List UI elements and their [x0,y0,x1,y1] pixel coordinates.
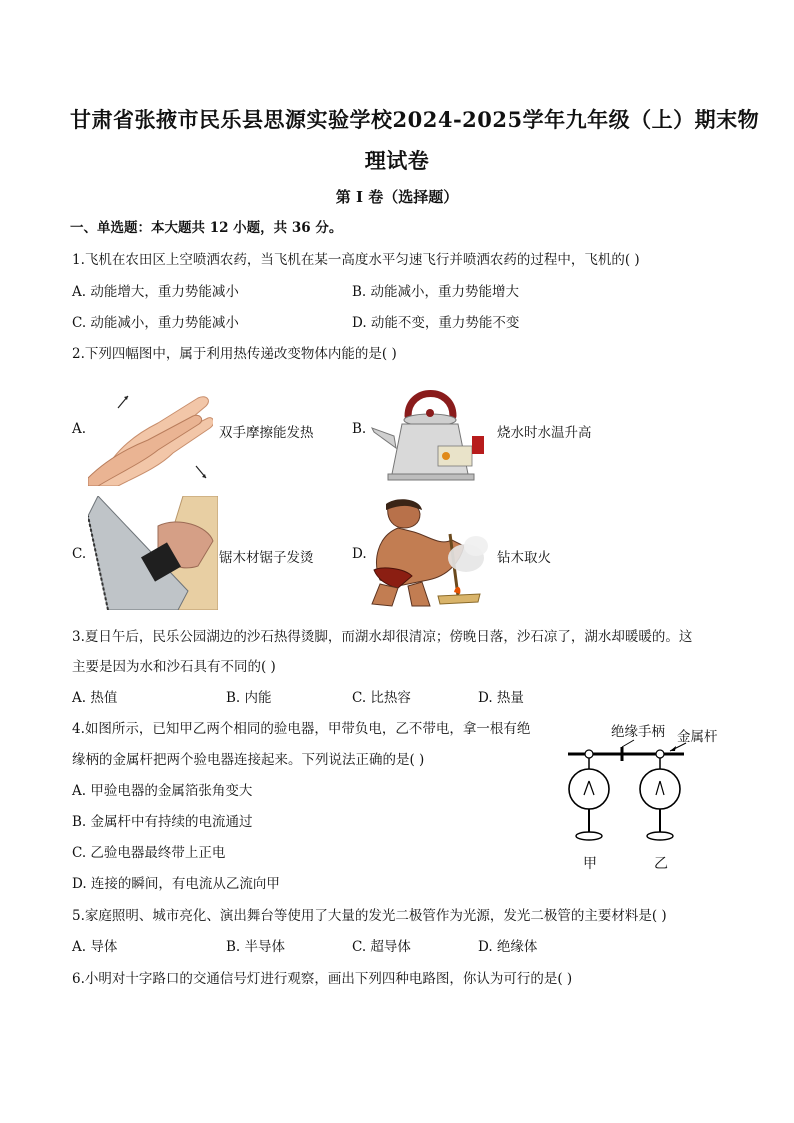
q5-option-b: B. 半导体 [226,939,286,955]
kettle-figure [368,376,493,488]
q4-option-c: C. 乙验电器最终带上正电 [72,845,226,861]
rubbing-hands-figure [88,378,213,486]
q2-option-d-letter: D. [352,546,367,562]
fig-label-insulating-handle: 绝缘手柄 [611,724,665,740]
question-3-stem: 3.夏日午后，民乐公园湖边的沙石热得烫脚，而湖水却很清凉；傍晚日落，沙石凉了，湖水却暖暖的。这 [72,629,693,645]
q2-option-c-letter: C. [72,546,87,562]
q2-option-a-text: 双手摩擦能发热 [219,425,314,441]
q2-option-b-text: 烧水时水温升高 [497,425,592,441]
q1-option-d: D. 动能不变，重力势能不变 [352,315,520,331]
q4-option-b: B. 金属杆中有持续的电流通过 [72,814,253,830]
q2-option-a-letter: A. [72,421,87,437]
fig-label-metal-rod: 金属杆 [677,729,718,745]
question-4-stem-continued: 缘柄的金属杆把两个验电器连接起来。下列说法正确的是( ) [72,752,425,768]
q5-option-d: D. 绝缘体 [478,939,538,955]
question-6-stem: 6.小明对十字路口的交通信号灯进行观察，画出下列四种电路图，你认为可行的是( ) [72,971,573,987]
q3-option-b: B. 内能 [226,690,272,706]
q4-option-a: A. 甲验电器的金属箔张角变大 [72,783,253,799]
part-heading: 一、单选题：本大题共 12 小题，共 36 分。 [70,220,343,236]
q5-option-a: A. 导体 [72,939,118,955]
q5-option-c: C. 超导体 [352,939,411,955]
page-title: 甘肃省张掖市民乐县思源实验学校2024-2025学年九年级（上）期末物 [70,107,760,132]
q1-option-b: B. 动能减小，重力势能增大 [352,284,520,300]
q1-option-a: A. 动能增大，重力势能减小 [72,284,239,300]
section-title: 第 I 卷（选择题） [335,188,459,206]
q2-option-c-text: 锯木材锯子发烫 [219,550,314,566]
question-3-stem-continued: 主要是因为水和沙石具有不同的( ) [72,659,276,675]
q3-option-d: D. 热量 [478,690,524,706]
sawing-wood-figure [88,496,218,610]
fig-label-jia: 甲 [583,856,597,872]
q4-option-d: D. 连接的瞬间，有电流从乙流向甲 [72,876,280,892]
question-2-stem: 2.下列四幅图中，属于利用热传递改变物体内能的是( ) [72,346,397,362]
drilling-wood-fire-figure [368,496,493,610]
page-title-continued: 理试卷 [364,148,430,173]
q3-option-c: C. 比热容 [352,690,411,706]
electroscope-figure [560,735,700,850]
q3-option-a: A. 热值 [72,690,118,706]
fig-label-yi: 乙 [654,856,668,872]
question-5-stem: 5.家庭照明、城市亮化、演出舞台等使用了大量的发光二极管作为光源，发光二极管的主要材料是( ) [72,908,667,924]
q2-option-b-letter: B. [352,421,367,437]
question-1-stem: 1.飞机在农田区上空喷洒农药，当飞机在某一高度水平匀速飞行并喷洒农药的过程中，飞机的( ) [72,252,640,268]
q2-option-d-text: 钻木取火 [497,550,551,566]
question-4-stem: 4.如图所示，已知甲乙两个相同的验电器，甲带负电，乙不带电，拿一根有绝 [72,721,531,737]
q1-option-c: C. 动能减小，重力势能减小 [72,315,239,331]
